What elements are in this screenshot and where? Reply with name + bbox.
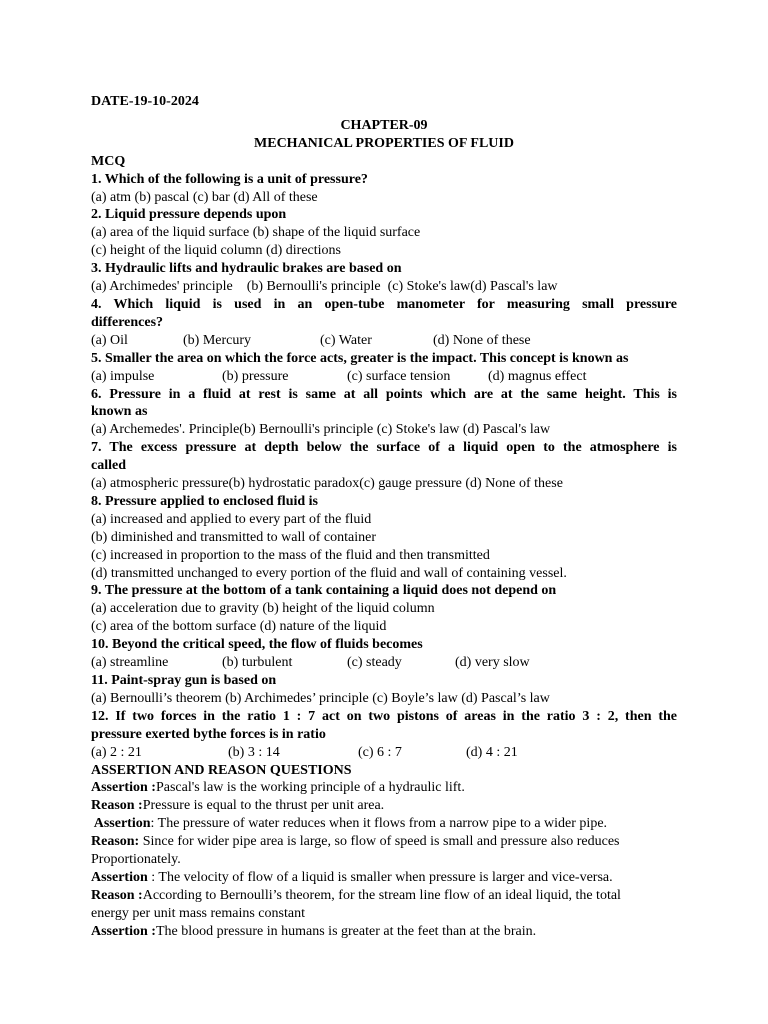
- question-5-options: [91, 368, 677, 386]
- reason-label: Reason :: [91, 887, 143, 903]
- question-11-options: (a) Bernoulli’s theorem (b) Archimedes’ principle (c) Boyle’s law (d) Pascal’s law: [91, 690, 550, 706]
- reason-2-continued: Proportionately.: [91, 852, 181, 868]
- question-8-option-d: (d) transmitted unchanged to every portion of the fluid and wall of containing vessel.: [91, 565, 567, 581]
- option-a: (a) Oil: [91, 332, 128, 348]
- option-c: (c) steady: [347, 655, 402, 671]
- question-10-options: [91, 654, 677, 672]
- document-page: [91, 93, 677, 941]
- assertion-label: Assertion :: [91, 923, 156, 939]
- option-b: (b) Mercury: [183, 332, 252, 348]
- question-6-line-2: known as: [91, 404, 148, 420]
- assertion-2: [91, 815, 677, 833]
- option-a: (a) 2 : 21: [91, 744, 142, 760]
- reason-2: [91, 833, 677, 851]
- question-4-options: [91, 332, 677, 350]
- question-2: 2. Liquid pressure depends upon: [91, 207, 287, 223]
- question-1: 1. Which of the following is a unit of pressure?: [91, 171, 368, 187]
- question-8-option-c: (c) increased in proportion to the mass of the fluid and then transmitted: [91, 547, 490, 563]
- option-c: (c) 6 : 7: [358, 744, 402, 760]
- question-4-line-1: 4. Which liquid is used in an open-tube manometer for measuring small pressure: [91, 296, 677, 312]
- option-b: (b) pressure: [222, 368, 289, 384]
- question-8-option-b: (b) diminished and transmitted to wall of container: [91, 529, 376, 545]
- question-3: 3. Hydraulic lifts and hydraulic brakes are based on: [91, 261, 402, 277]
- question-4-line-2: differences?: [91, 314, 164, 330]
- reason-1: [91, 797, 677, 815]
- question-1-options: (a) atm (b) pascal (c) bar (d) All of these: [91, 189, 318, 205]
- question-2-options-line-2: (c) height of the liquid column (d) directions: [91, 243, 341, 259]
- option-a: (a) impulse: [91, 368, 155, 384]
- option-b: (b) turbulent: [222, 655, 293, 671]
- question-5: 5. Smaller the area on which the force acts, greater is the impact. This concept is known as: [91, 350, 629, 366]
- question-8-option-a: (a) increased and applied to every part of the fluid: [91, 511, 372, 527]
- option-b: (b) 3 : 14: [228, 744, 280, 760]
- reason-text: Pressure is equal to the thrust per unit area.: [142, 798, 385, 814]
- assertion-text: Pascal's law is the working principle of a hydraulic lift.: [155, 780, 465, 796]
- chapter-title: MECHANICAL PROPERTIES OF FLUID: [254, 135, 514, 151]
- assertion-1: [91, 779, 677, 797]
- reason-label: Reason :: [91, 798, 143, 814]
- assertion-3: [91, 869, 677, 887]
- option-a: (a) streamline: [91, 655, 169, 671]
- reason-3: [91, 887, 677, 905]
- option-c: (c) Water: [320, 332, 372, 348]
- question-7-options: (a) atmospheric pressure(b) hydrostatic paradox(c) gauge pressure (d) None of these: [91, 476, 563, 492]
- assertion-label: Assertion: [91, 869, 148, 885]
- reason-label: Reason:: [91, 834, 140, 850]
- question-7-line-1: 7. The excess pressure at depth below the surface of a liquid open to the atmosphere is: [91, 440, 677, 456]
- option-d: (d) very slow: [455, 655, 530, 671]
- date-line: DATE-19-10-2024: [91, 94, 199, 109]
- question-9: 9. The pressure at the bottom of a tank containing a liquid does not depend on: [91, 583, 557, 599]
- chapter-heading: CHAPTER-09: [340, 117, 428, 133]
- mcq-heading: MCQ: [91, 153, 126, 169]
- reason-text: According to Bernoulli’s theorem, for the stream line flow of an ideal liquid, the total: [142, 887, 621, 903]
- option-d: (d) 4 : 21: [466, 744, 518, 760]
- question-6-line-1: 6. Pressure in a fluid at rest is same at all points which are at the same height. This is: [91, 386, 677, 402]
- assertion-text: The blood pressure in humans is greater at the feet than at the brain.: [155, 923, 537, 939]
- assertion-text: : The velocity of flow of a liquid is smaller when pressure is larger and vice-versa.: [147, 869, 613, 885]
- question-11: 11. Paint-spray gun is based on: [91, 673, 277, 688]
- reason-3-continued: energy per unit mass remains constant: [91, 905, 305, 921]
- reason-text: Since for wider pipe area is large, so flow of speed is small and pressure also reduces: [139, 834, 620, 850]
- question-7-line-2: called: [91, 458, 126, 474]
- question-12-options: [91, 744, 677, 762]
- question-3-options: (a) Archimedes' principle (b) Bernoulli's principle (c) Stoke's law(d) Pascal's law: [91, 279, 558, 295]
- assertion-4: [91, 923, 677, 941]
- question-10: 10. Beyond the critical speed, the flow of fluids becomes: [91, 637, 423, 653]
- option-d: (d) magnus effect: [488, 368, 587, 384]
- assertion-reason-heading: ASSERTION AND REASON QUESTIONS: [91, 762, 352, 778]
- question-12-line-2: pressure exerted bythe forces is in ratio: [91, 726, 326, 742]
- question-6-options: (a) Archemedes'. Principle(b) Bernoulli's principle (c) Stoke's law (d) Pascal's law: [91, 422, 551, 438]
- question-9-options-line-2: (c) area of the bottom surface (d) nature of the liquid: [91, 619, 387, 635]
- assertion-label: Assertion: [91, 816, 151, 832]
- question-2-options-line-1: (a) area of the liquid surface (b) shape of the liquid surface: [91, 225, 421, 241]
- question-8: 8. Pressure applied to enclosed fluid is: [91, 493, 319, 509]
- assertion-text: : The pressure of water reduces when it flows from a narrow pipe to a wider pipe.: [150, 816, 608, 832]
- question-9-options-line-1: (a) acceleration due to gravity (b) height of the liquid column: [91, 601, 435, 617]
- question-12-line-1: 12. If two forces in the ratio 1 : 7 act on two pistons of areas in the ratio 3 : 2, then the: [91, 708, 677, 724]
- option-d: (d) None of these: [433, 332, 531, 348]
- option-c: (c) surface tension: [347, 368, 451, 384]
- assertion-label: Assertion :: [91, 780, 156, 796]
